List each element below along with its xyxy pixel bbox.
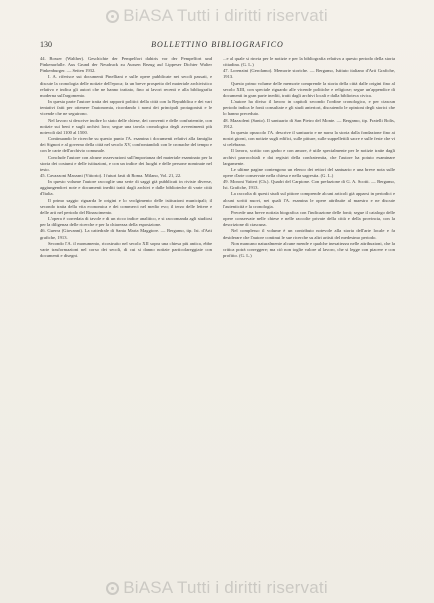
paragraph: Il lavoro, scritto con garbo e con amore, è utile specialmente per le notizie tratte dagli archivi parrocchiali e dai registri della confraternita, che l'autore ha potuto esaminare largamente. [223,148,395,166]
paragraph: In questo opuscolo l'A. descrive il santuario e ne narra la storia dalla fondazione fino ai nostri giorni, con notizie sugli edifici, sulle pitture, sulle suppellettili sacre e sulle feste che vi si celebrano. [223,129,395,148]
paragraph: 45. Cavazzoni Marzani (Vittorio). I futuri fasti di Roma. Milano, Vol. 21, 22. [40,172,182,178]
paragraph: Continuando le ricerche su questo punto l'A. esamina i documenti relativi alla famiglia dei Signori e al governo della città nel secolo XV, confrontandoli con le cronache del tempo e con le carte dell'archivio comunale. [40,136,212,154]
paragraph: L'autore ha diviso il lavoro in capitoli secondo l'ordine cronologico, e per ciascun periodo indica le fonti consultate e gli studi anteriori, discutendo le opinioni degli storici che lo hanno preceduto. [223,99,395,117]
paragraph: Nel complesso il volume è un contributo notevole alla storia dell'arte locale e fa desiderare che l'autore continui le sue ricerche su altri artisti del medesimo periodo. [223,228,395,240]
paragraph: Le ultime pagine contengono un elenco dei rettori del santuario e una breve nota sulle opere d'arte conservate nella chiesa e nella sagrestia. (G. L.) [223,166,395,178]
watermark-text: BiASA Tutti i diritti riservati [123,578,328,597]
paragraph: Questo primo volume delle memorie comprende la storia della città dalle origini fino al secolo XIII, con speciale riguardo alle vicende politiche e religiose; segue un'appendice di documenti in gran parte inediti, tratti dagli archivi locali e dalla biblioteca civica. [223,80,395,98]
paragraph: 46. Guerra (Giovanni). La cattedrale di Santa Maria Maggiore. — Bergamo, tip. Ist. d'Arti grafiche, 1913. [40,228,212,240]
watermark-bottom [0,578,434,598]
watermark-logo-icon [106,10,119,23]
watermark-text: BiASA Tutti i diritti riservati [123,6,328,25]
paragraph: Secondo l'A. il monumento, ricostruito nel secolo XII sopra una chiesa più antica, ebbe varie trasformazioni nel corso dei secoli, di cui si danno notizie particolareggiate con documenti e disegni. [40,240,212,258]
paragraph: Nel lavoro si descrive inoltre lo stato delle chiese, dei conventi e delle confraternite, con notizie sui beni e sugli archivi loro; segue una tavola cronologica degli avvenimenti più notevoli dal 1100 al 1500. [40,117,212,135]
left-column [40,56,212,571]
paragraph: I. A. riferisce sui documenti Pinelliani e sulle opere pubblicate nei secoli passati, e discute la cronologia delle notizie dell'epoca; fa un breve prospetto del materiale archivistico relativo e indica gli autori che ne hanno trattato, fino ai lavori recenti e alla bibliografia moderna sull'argomento. [40,74,212,98]
paragraph: In questa parte l'autore tratta dei rapporti politici della città con la Repubblica e dei vari tentativi fatti per ottenere l'autonomia, ricordando i nomi dei principali protagonisti e le vicende che ne seguirono. [40,99,212,117]
paragraph: 47. Lorenzini (Gerolamo). Memorie storiche. — Bergamo, Istituto italiano d'Arti Grafiche, 1913. [223,68,395,80]
watermark-top [0,6,434,26]
paragraph: Precede una breve notizia biografica con l'indicazione delle fonti; segue il catalogo delle opere conservate nelle chiese e nelle raccolte private della città e della provincia, con la descrizione di ciascuna. [223,209,395,228]
running-title: BOLLETTINO BIBLIOGRAFICO [151,40,284,49]
paragraph: Conclude l'autore con alcune osservazioni sull'importanza del materiale esaminato per la storia dei costumi e delle istituzioni, e con un indice dei luoghi e delle persone nominate nel testo. [40,154,212,172]
paragraph: ...e al quale si rinvia per le notizie e per la bibliografia relativa a questo periodo della storia cittadina. (G. L.) [223,56,395,68]
paragraph: Non mancano naturalmente alcune mende e qualche inesattezza nelle attribuzioni, che la critica potrà correggere; ma ciò non toglie valore al lavoro, che si legge con piacere e con profitto. (G. L.) [223,240,395,258]
paragraph: 48. Mazzoleni (Santo). Il santuario di San Pietro del Monte. — Bergamo, tip. Fratelli Bolis, 1912. [223,117,395,129]
paragraph: La raccolta di questi studi sul pittore comprende alcuni articoli già apparsi in periodici e alcuni scritti nuovi, nei quali l'A. esamina le opere attribuite al maestro e ne discute l'autenticità e la cronologia. [223,191,395,209]
paragraph: L'opera è corredata di tavole e di un ricco indice analitico, e si raccomanda agli studiosi per la diligenza delle ricerche e per la chiarezza della esposizione. [40,216,212,228]
paragraph: 44. Bosser (Walther). Geschichte der Pempelfort dahiris vor der Pempelfort und Pinkenarfalle. Aus Grund der Neudruck zu Aussen Bezug auf Lippeser Dichter Walter Pinkenburger. — Seiten 1932. [40,56,212,74]
text-columns [40,56,395,571]
watermark-logo-icon [106,582,119,595]
paragraph: 49. Moroni Vaiteri (Ch.). Quadri del Carpione. Con prefazione di G. A. Scotti. — Bergamo, Ist. Grafiche, 1913. [223,179,395,191]
right-column [223,56,395,571]
running-header [40,40,395,52]
page-number: 130 [40,40,52,49]
paragraph: Il primo saggio riguarda le origini e lo svolgimento delle istituzioni municipali; il secondo tratta della vita economica e dei commerci nel medio evo; il terzo delle lettere e delle arti nel periodo del Rinascimento. [40,197,212,215]
paragraph: In questo volume l'autore raccoglie una serie di saggi già pubblicati in riviste diverse, aggiungendovi note e documenti inediti tratti dagli archivi e dalle biblioteche di varie città d'Italia. [40,179,212,197]
